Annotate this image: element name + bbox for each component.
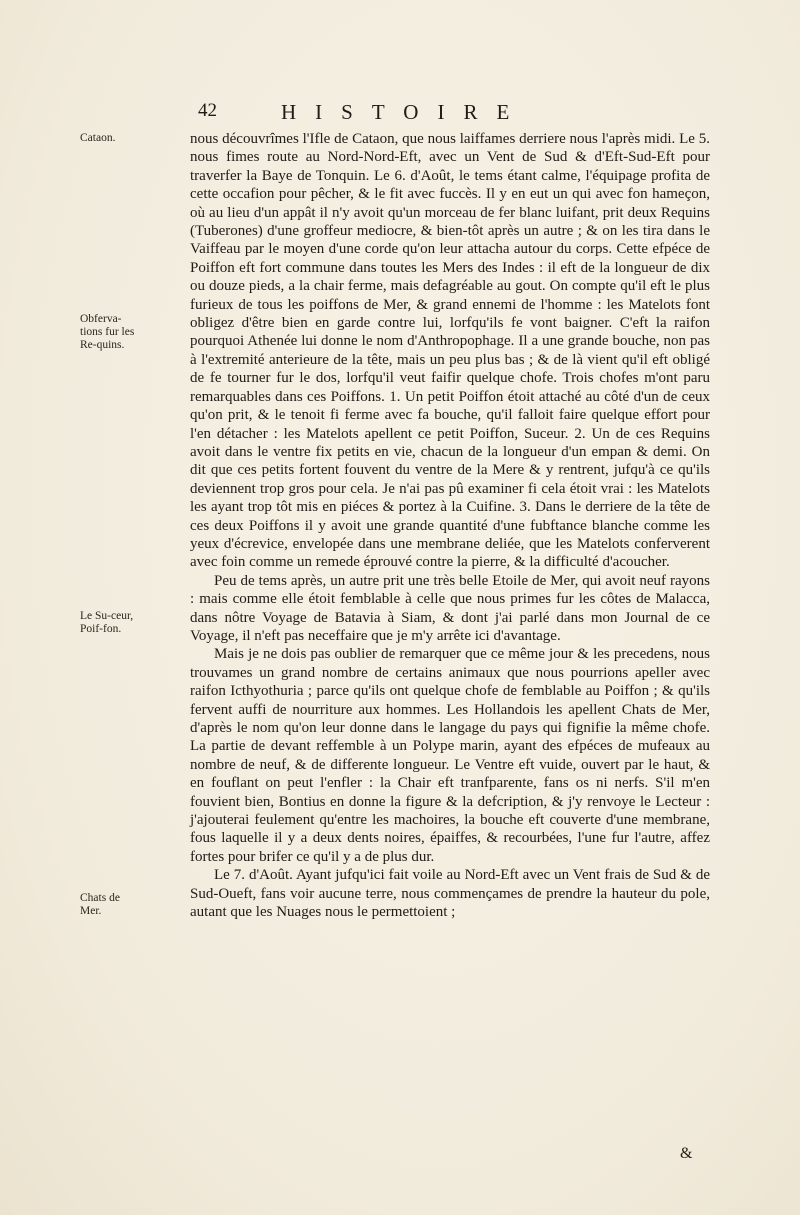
- paragraph: Le 7. d'Août. Ayant jufqu'ici fait voile au Nord-Eft avec un Vent frais de Sud & de Sud-Oueft, fans voir aucune terre, nous commençames de prendre la hauteur du pole, autant que les Nuages nous le permettoient ;: [190, 867, 710, 921]
- catchword: &: [680, 1145, 693, 1162]
- page-header: [0, 100, 800, 130]
- running-title: HISTOIRE: [281, 100, 529, 124]
- paragraph: Peu de tems après, un autre prit une très belle Etoile de Mer, qui avoit neuf rayons : mais comme elle étoit femblable à celle que nous primes fur les côtes de Malacca, dans nôtre Voyage de Batavia à Siam, & dont j'ai parlé dans mon Journal de ce Voyage, il n'eft pas neceffaire que je m'y arrête ici d'avantage.: [190, 572, 710, 644]
- margin-note-chats-de-mer: Chats de Mer.: [80, 892, 120, 917]
- page-number: 42: [198, 100, 217, 121]
- margin-note-cataon: Cataon.: [80, 132, 116, 144]
- margin-note-suceur: Le Su-ceur, Poif-fon.: [80, 610, 134, 635]
- paragraph: Mais je ne dois pas oublier de remarquer que ce même jour & les precedens, nous trouvames un grand nombre de certains animaux que nous pourrions apeller avec raifon Icthyothuria ; parce qu'ils ont quelque chofe de femblable au Poiffon ; & qu'ils fervent auffi de nourriture aux hommes. Les Hollandois les apellent Chats de Mer, d'après le nom qu'on leur donne dans le langage du pays qui fignifie la même chofe. La partie de devant reffemble à un Polype marin, ayant des efpéces de mufeaux au nombre de neuf, & de differente longueur. Le Ventre eft vuide, ouvert par le haut, & en fouflant on peut l'enfler : la Chair eft tranfparente, fans os ni nerfs. S'il m'en fouvient bien, Bontius en donne la figure & la defcription, & j'y renvoye le Lecteur : j'ajouterai feulement qu'entre les machoires, la bouche eft couverte d'une membrane, fous laquelle il y a deux dents noires, épaiffes, & recourbées, l'une fur l'autre, affez fortes pour brifer ce qu'il y a de plus dur.: [190, 646, 710, 865]
- body-text: [190, 130, 710, 921]
- margin-note-requins: Obferva-tions fur les Re-quins.: [80, 313, 135, 351]
- paragraph: nous découvrîmes l'Ifle de Cataon, que nous laiffames derriere nous l'après midi. Le 5. nous fimes route au Nord-Nord-Eft, avec un Vent de Sud & d'Eft-Sud-Eft pour traverfer la Baye de Tonquin. Le 6. d'Août, le tems étant calme, l'équipage profita de cette occafion pour pêcher, & le fit avec fuccès. Il y en eut un qui avec fon hameçon, où au lieu d'un appât il n'y avoit qu'un morceau de fer blanc luifant, prit deux Requins (Tuberones) d'une groffeur mediocre, & bien-tôt après un autre ; & on les tira dans le Vaiffeau par le moyen d'une corde qu'on leur attacha autour du corps. Cette efpéce de Poiffon eft fort commune dans toutes les Mers des Indes : il eft de la longueur de dix ou douze pieds, a la chair ferme, mais defagréable au gout. On compte qu'il eft le plus furieux de tous les poiffons de Mer, & grand ennemi de l'homme : les Matelots font obligez d'être bien en garde contre lui, lorfqu'ils fe vont baigner. C'eft la raifon pourquoi Athenée lui donne le nom d'Anthropophage. Il a une grande bouche, non pas à l'extremité anterieure de la tête, mais un peu plus bas ; & de là vient qu'il eft obligé de fe tourner fur le dos, lorfqu'il veut faifir quelque chofe. Trois chofes m'ont paru remarquables dans ces Poiffons. 1. Un petit Poiffon étoit attaché au côté d'un de ceux qu'on prit, & le tenoit fi ferme avec fa bouche, qu'il falloit faire quelque effort pour l'en détacher : les Matelots apellent ce petit Poiffon, Suceur. 2. Un de ces Requins avoit dans le ventre fix petits en vie, chacun de la longueur d'un empan & demi. On dit que ces petits fortent fouvent du ventre de la Mere & y rentrent, jufqu'à ce qu'ils deviennent trop gros pour cela. Je n'ai pas pû examiner fi cela étoit vrai : les Matelots les ayant trop tôt mis en piéces & portez à la Cuifine. 3. Dans le derriere de la tête de ces deux Poiffons il y avoit une grande quantité d'une fubftance blanche comme les yeux d'écrevice, envelopée dans une membrane deliée, que les Matelots conferverent avec foin comme un remede éprouvé contre la pierre, & la difficulté d'acoucher.: [190, 131, 710, 571]
